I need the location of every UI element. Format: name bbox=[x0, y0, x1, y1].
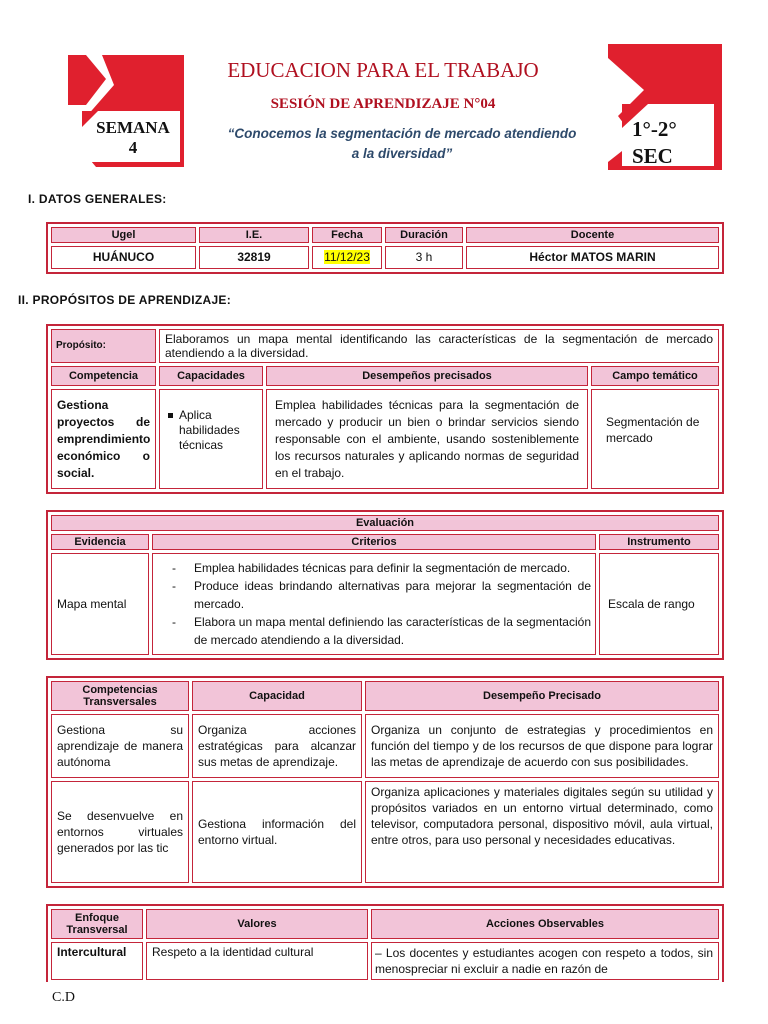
header-docente: Docente bbox=[466, 227, 719, 243]
desempeno-text: Emplea habilidades técnicas para la segmentación de mercado y producir un bien o brindar servicios siendo responsable con el ambiente, usando sosteniblemente los recursos naturales y aplicando normas de seguridad en el trabajo. bbox=[266, 389, 588, 489]
enfoque-valor: Respeto a la identidad cultural bbox=[146, 942, 368, 980]
header-capacidades: Capacidades bbox=[159, 366, 263, 386]
enfoque-accion: – Los docentes y estudiantes acogen con respeto a todos, sin menospreciar ni excluir a nadie en razón de bbox=[371, 942, 719, 980]
capacidad-item: Aplica habilidades técnicas bbox=[179, 408, 257, 453]
value-duracion: 3 h bbox=[385, 246, 463, 269]
header-campo: Campo temático bbox=[591, 366, 719, 386]
proposito-label: Propósito: bbox=[51, 329, 156, 363]
header-competencias-transversales: Competencias Transversales bbox=[51, 681, 189, 711]
header-acciones: Acciones Observables bbox=[371, 909, 719, 939]
evaluacion-title: Evaluación bbox=[51, 515, 719, 531]
page-title: EDUCACION PARA EL TRABAJO bbox=[227, 58, 539, 82]
quote-line-2: a la diversidad” bbox=[351, 146, 453, 161]
header-competencia: Competencia bbox=[51, 366, 156, 386]
section-2-heading: II. PROPÓSITOS DE APRENDIZAJE: bbox=[18, 293, 232, 307]
value-fecha bbox=[312, 246, 382, 269]
transversal-capacidad-2: Gestiona información del entorno virtual. bbox=[192, 781, 362, 883]
evidencia-text: Mapa mental bbox=[51, 553, 149, 655]
campo-tematico: Segmentación de mercado bbox=[591, 389, 719, 489]
session-subtitle: SESIÓN DE APRENDIZAJE N°04 bbox=[270, 96, 496, 112]
transversal-competencia-1: Gestiona su aprendizaje de manera autónoma bbox=[51, 714, 189, 778]
fecha-highlight: 11/12/23 bbox=[324, 250, 370, 264]
section-1-heading: I. DATOS GENERALES: bbox=[28, 192, 167, 206]
sec-text: SEC bbox=[632, 144, 673, 168]
criterios-cell bbox=[152, 553, 596, 655]
propositos-table bbox=[46, 324, 724, 494]
header-evidencia: Evidencia bbox=[51, 534, 149, 550]
semana-number: 4 bbox=[128, 138, 138, 157]
datos-generales-table bbox=[46, 222, 724, 274]
value-ie: 32819 bbox=[199, 246, 309, 269]
enfoque-name: Intercultural bbox=[51, 942, 143, 980]
instrumento-text: Escala de rango bbox=[599, 553, 719, 655]
criterio-item: - Emplea habilidades técnicas para definir la segmentación de mercado. bbox=[194, 559, 591, 577]
transversal-desempeno-2: Organiza aplicaciones y materiales digitales según su utilidad y propósitos variados en un entorno virtual determinado, como televisor, computadora personal, dispositivo móvil, aula virtual, entre otros, para uso personal y necesidades educativas. bbox=[365, 781, 719, 883]
header-capacidad: Capacidad bbox=[192, 681, 362, 711]
proposito-text: Elaboramos un mapa mental identificando las características de la segmentación de mercado atendiendo a la diversidad. bbox=[159, 329, 719, 363]
header-ugel: Ugel bbox=[51, 227, 196, 243]
header-instrumento: Instrumento bbox=[599, 534, 719, 550]
header-ie: I.E. bbox=[199, 227, 309, 243]
left-flag-shape bbox=[68, 55, 106, 105]
enfoque-table bbox=[46, 904, 724, 982]
capacidad-cell bbox=[159, 389, 263, 489]
transversal-capacidad-1: Organiza acciones estratégicas para alcanzar sus metas de aprendizaje. bbox=[192, 714, 362, 778]
evaluacion-table bbox=[46, 510, 724, 660]
header-fecha: Fecha bbox=[312, 227, 382, 243]
competencia-text: Gestiona proyectos de emprendimiento económico o social. bbox=[51, 389, 156, 489]
header-desempeno-precisado: Desempeño Precisado bbox=[365, 681, 719, 711]
transversal-desempeno-1: Organiza un conjunto de estrategias y procedimientos en función del tiempo y de los recursos de que dispone para lograr las metas de aprendizaje de acuerdo con sus posibilidades. bbox=[365, 714, 719, 778]
criterio-item: - Elabora un mapa mental definiendo las características de la segmentación de mercado atendiendo a la diversidad. bbox=[194, 613, 591, 649]
value-ugel: HUÁNUCO bbox=[51, 246, 196, 269]
quote-line-1: “Conocemos la segmentación de mercado atendiendo bbox=[227, 126, 577, 141]
header-valores: Valores bbox=[146, 909, 368, 939]
header-desempenos: Desempeños precisados bbox=[266, 366, 588, 386]
grade-text: 1°-2° bbox=[632, 117, 677, 141]
grade-label bbox=[632, 116, 718, 170]
session-quote bbox=[196, 124, 608, 164]
value-docente: Héctor MATOS MARIN bbox=[466, 246, 719, 269]
footer-text: C.D bbox=[52, 990, 75, 1005]
header-duracion: Duración bbox=[385, 227, 463, 243]
header-criterios: Criterios bbox=[152, 534, 596, 550]
criterio-item: - Produce ideas brindando alternativas para mejorar la segmentación de mercado. bbox=[194, 577, 591, 613]
transversales-table bbox=[46, 676, 724, 888]
semana-text: SEMANA bbox=[96, 118, 170, 137]
transversal-competencia-2: Se desenvuelve en entornos virtuales generados por las tic bbox=[51, 781, 189, 883]
header-enfoque: Enfoque Transversal bbox=[51, 909, 143, 939]
semana-label bbox=[88, 118, 178, 158]
